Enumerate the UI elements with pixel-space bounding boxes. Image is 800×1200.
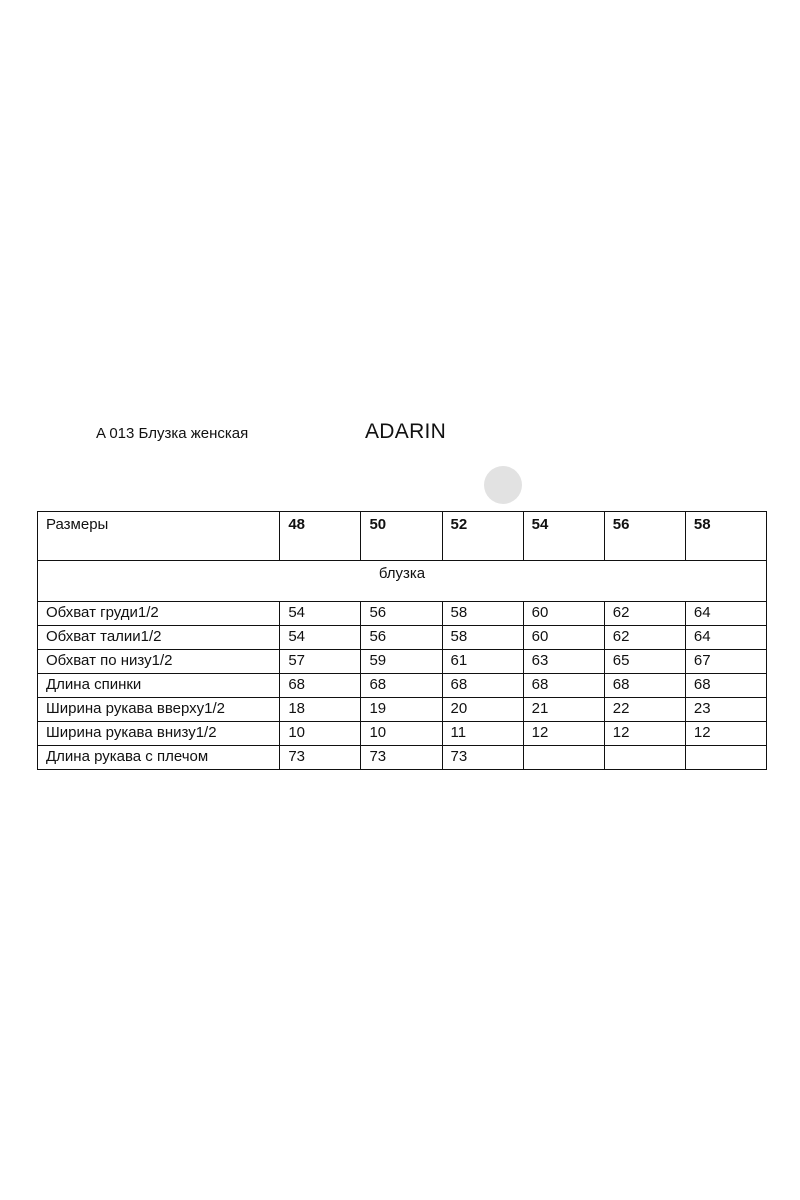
size-header: 52 — [442, 512, 523, 561]
table-cell: 57 — [280, 650, 361, 674]
table-cell — [604, 746, 685, 770]
section-label: блузка — [38, 561, 767, 602]
table-cell: 67 — [685, 650, 766, 674]
table-cell: 68 — [523, 674, 604, 698]
table-cell: 64 — [685, 602, 766, 626]
table-cell: 73 — [361, 746, 442, 770]
table-cell: 65 — [604, 650, 685, 674]
table-cell: 19 — [361, 698, 442, 722]
table-cell: 61 — [442, 650, 523, 674]
table-cell: 21 — [523, 698, 604, 722]
table-cell: 59 — [361, 650, 442, 674]
table-cell — [685, 746, 766, 770]
table-cell: 73 — [280, 746, 361, 770]
table-cell: 12 — [523, 722, 604, 746]
row-label: Ширина рукава внизу1/2 — [38, 722, 280, 746]
section-row — [38, 561, 767, 602]
gray-circle-mark — [484, 466, 522, 504]
table-row — [38, 722, 767, 746]
table-cell: 63 — [523, 650, 604, 674]
table-cell: 54 — [280, 602, 361, 626]
size-header: 48 — [280, 512, 361, 561]
table-row — [38, 626, 767, 650]
table-cell: 64 — [685, 626, 766, 650]
table-cell: 18 — [280, 698, 361, 722]
table-cell: 56 — [361, 626, 442, 650]
table-cell: 68 — [685, 674, 766, 698]
table-row — [38, 698, 767, 722]
row-label: Обхват по низу1/2 — [38, 650, 280, 674]
row-label: Обхват талии1/2 — [38, 626, 280, 650]
table-cell: 56 — [361, 602, 442, 626]
table-cell: 54 — [280, 626, 361, 650]
table-cell: 62 — [604, 626, 685, 650]
size-header: 58 — [685, 512, 766, 561]
table-row — [38, 650, 767, 674]
size-chart-table — [37, 511, 767, 770]
table-cell: 12 — [604, 722, 685, 746]
table-cell: 22 — [604, 698, 685, 722]
table-cell: 68 — [442, 674, 523, 698]
table-cell: 58 — [442, 626, 523, 650]
table-cell: 68 — [280, 674, 361, 698]
table-cell: 10 — [361, 722, 442, 746]
row-label: Длина спинки — [38, 674, 280, 698]
product-title: A 013 Блузка женская — [96, 425, 249, 442]
row-label: Обхват груди1/2 — [38, 602, 280, 626]
brand-name: ADARIN — [365, 420, 447, 443]
corner-label: Размеры — [38, 512, 280, 561]
table-cell: 23 — [685, 698, 766, 722]
table-cell: 10 — [280, 722, 361, 746]
row-label: Длина рукава с плечом — [38, 746, 280, 770]
table-cell — [523, 746, 604, 770]
size-header: 50 — [361, 512, 442, 561]
table-row — [38, 602, 767, 626]
table-row — [38, 674, 767, 698]
table-cell: 62 — [604, 602, 685, 626]
row-label: Ширина рукава вверху1/2 — [38, 698, 280, 722]
size-header: 54 — [523, 512, 604, 561]
table-cell: 20 — [442, 698, 523, 722]
table-cell: 11 — [442, 722, 523, 746]
table-cell: 58 — [442, 602, 523, 626]
table-cell: 12 — [685, 722, 766, 746]
table-row — [38, 746, 767, 770]
table-cell: 60 — [523, 602, 604, 626]
table-cell: 68 — [604, 674, 685, 698]
table-cell: 73 — [442, 746, 523, 770]
size-header: 56 — [604, 512, 685, 561]
table-cell: 68 — [361, 674, 442, 698]
size-header-row — [38, 512, 767, 561]
table-cell: 60 — [523, 626, 604, 650]
